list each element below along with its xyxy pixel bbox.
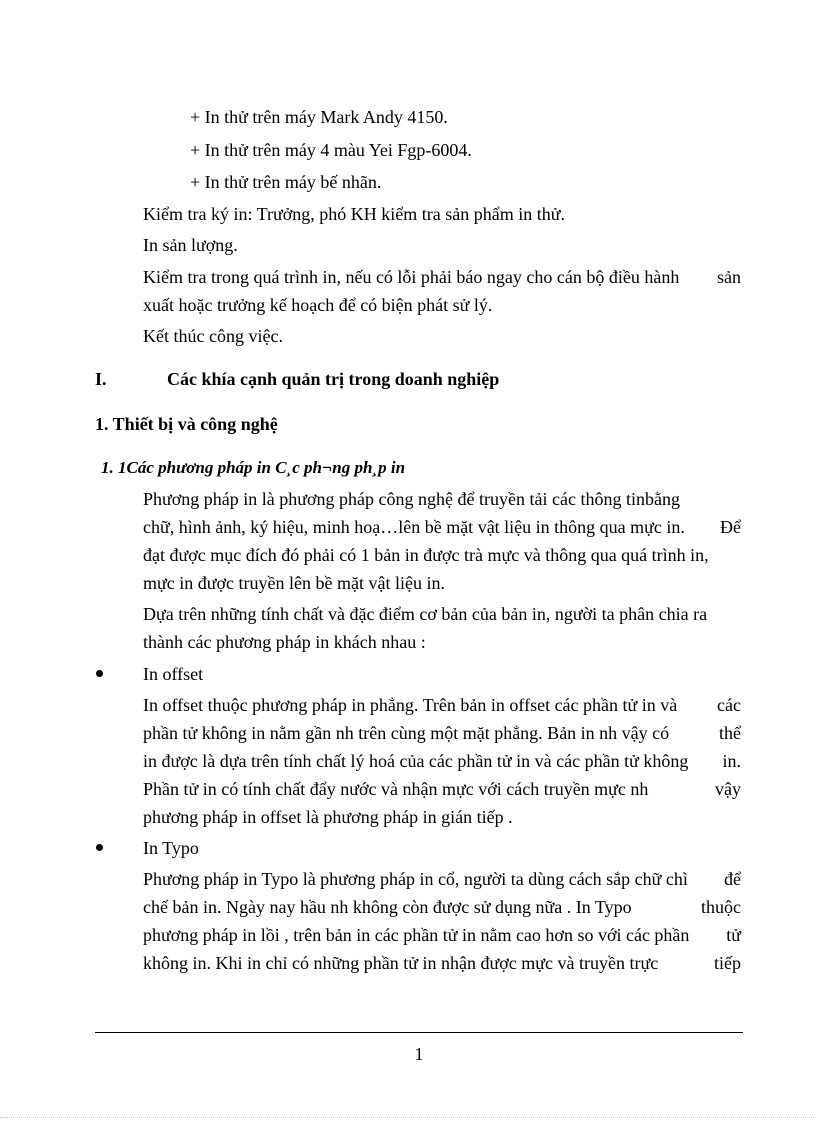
paragraph-line: [143, 952, 741, 974]
footer-divider: [95, 1032, 743, 1033]
bullet-icon: [96, 670, 103, 677]
paragraph-line: [143, 750, 741, 772]
text-run: các: [717, 695, 741, 715]
paragraph-line: mực in được truyền lên bề mặt vật liệu in.: [143, 573, 445, 593]
paragraph-line: [143, 722, 741, 744]
text-run: không in. Khi in chỉ có những phần tử in nhận được mực và truyền trực: [143, 953, 659, 973]
text-run: chữ, hình ảnh, ký hiệu, minh hoạ…lên bề mặt vật liệu in thông qua mực in.: [143, 517, 685, 537]
text-run: thuộc: [701, 897, 741, 917]
paragraph-line: [143, 868, 741, 890]
text-run: Phần tử in có tính chất đẩy nước và nhận mực với cách truyền mực nh: [143, 779, 649, 799]
section-number: I.: [95, 369, 107, 389]
paragraph-line: xuất hoặc trưởng kế hoạch để có biện phát sử lý.: [143, 295, 493, 315]
text-run: bằng: [644, 489, 680, 509]
text-run: tiếp: [714, 953, 741, 973]
list-item: + In thử trên máy bế nhãn.: [190, 172, 382, 192]
text-run: in.: [722, 751, 741, 771]
text-run: Kiểm tra trong quá trình in, nếu có lỗi phải báo ngay cho cán bộ điều hành: [143, 267, 680, 287]
text-run: Phương pháp in Typo là phương pháp in cổ, người ta dùng cách sắp chữ chì: [143, 869, 688, 889]
paragraph-line: [143, 694, 741, 716]
paragraph-line: Dựa trên những tính chất và đặc điểm cơ bản của bản in, người ta phân chia ra: [143, 604, 708, 624]
paragraph-line: [143, 488, 680, 510]
subsection-heading: 1. Thiết bị và công nghệ: [95, 414, 278, 434]
list-item: + In thử trên máy 4 màu Yei Fgp-6004.: [190, 140, 472, 160]
text-run: In offset thuộc phương pháp in phẳng. Trên bản in offset các phần tử in và: [143, 695, 678, 715]
paragraph-line: phương pháp in offset là phương pháp in gián tiếp .: [143, 807, 513, 827]
paragraph-line: thành các phương pháp in khách nhau :: [143, 632, 426, 652]
subsubsection-heading: 1. 1Các phương pháp in C¸c ph¬ng ph¸p in: [101, 458, 406, 477]
bullet-icon: [96, 844, 103, 851]
text-run: in được là dựa trên tính chất lý hoá của các phần tử in và các phần tử không: [143, 751, 689, 771]
text-run: phần tử không in nằm gần nh trên cùng một mặt phẳng. Bản in nh vậy có: [143, 723, 670, 743]
page-number: 1: [414, 1044, 424, 1064]
paragraph-line: [143, 516, 741, 538]
paragraph-line: Kiểm tra ký in: Trưởng, phó KH kiểm tra sản phẩm in thử.: [143, 204, 565, 224]
text-run: Phương pháp in là phương pháp công nghệ để truyền tải các thông tin: [143, 489, 645, 509]
text-run: sản: [717, 267, 741, 287]
bullet-item: In offset: [143, 664, 204, 684]
paragraph-line: [143, 924, 741, 946]
paragraph-line: In sản lượng.: [143, 235, 238, 255]
list-item: + In thử trên máy Mark Andy 4150.: [190, 107, 448, 127]
paragraph-line: [143, 778, 741, 800]
section-heading: Các khía cạnh quản trị trong doanh nghiệp: [167, 369, 500, 389]
text-run: Để: [720, 517, 741, 537]
text-run: phương pháp in lồi , trên bản in các phần tử in nằm cao hơn so với các phần: [143, 925, 690, 945]
bullet-item: In Typo: [143, 838, 199, 858]
page-break-line: [0, 1117, 816, 1118]
text-run: vậy: [715, 779, 741, 799]
paragraph-line: Kết thúc công việc.: [143, 326, 283, 346]
text-run: chế bản in. Ngày nay hầu nh không còn được sử dụng nữa . In Typo: [143, 897, 632, 917]
text-run: để: [724, 869, 741, 889]
text-run: thể: [719, 723, 741, 743]
paragraph-line: [143, 896, 741, 918]
paragraph-line: đạt được mục đích đó phải có 1 bản in được trà mực và thông qua quá trình in,: [143, 545, 709, 565]
text-run: tử: [726, 925, 741, 945]
paragraph-line: [143, 266, 741, 288]
